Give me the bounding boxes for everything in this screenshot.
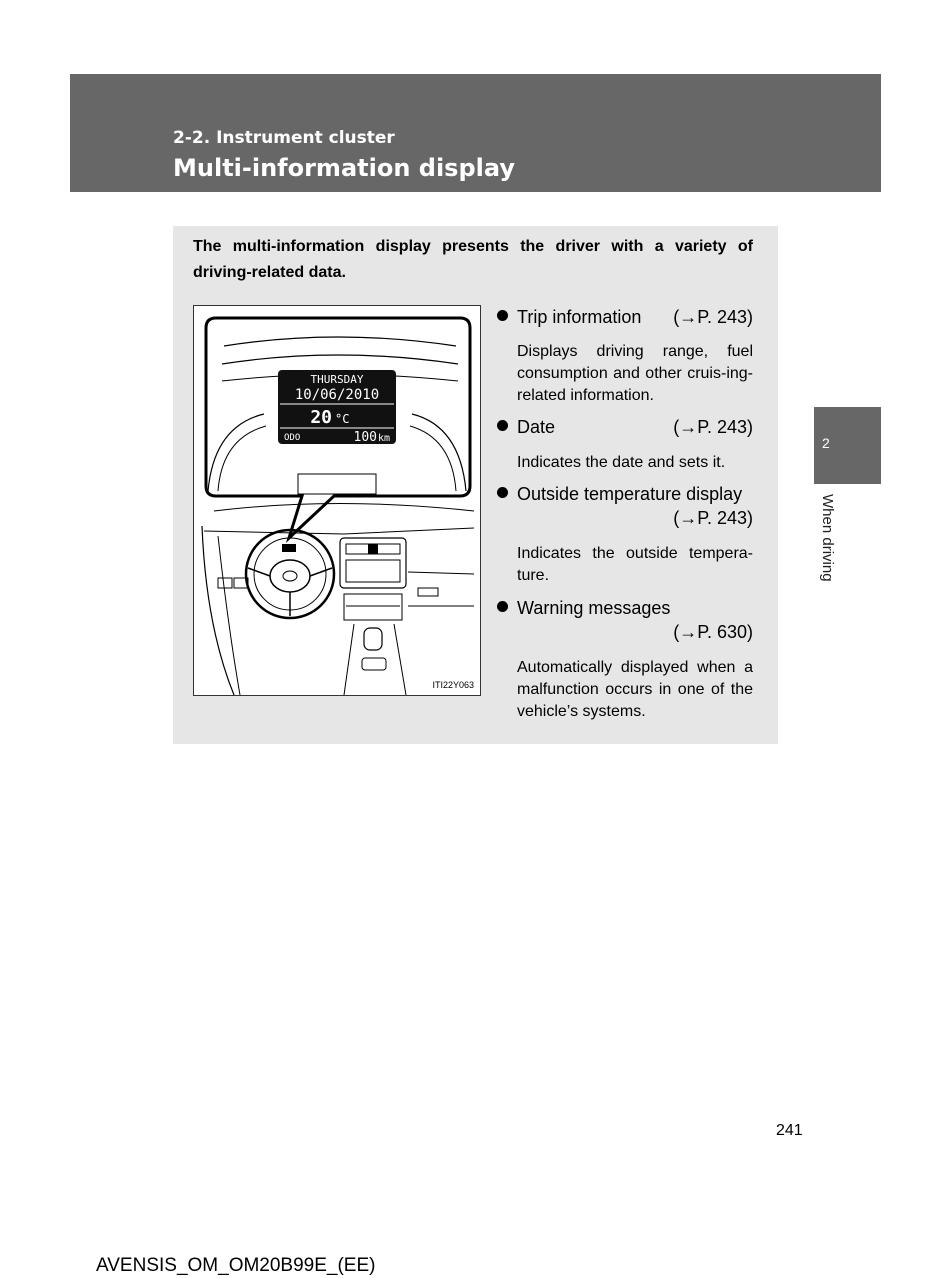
item-description: Indicates the date and sets it. — [517, 454, 726, 471]
list-item-warning-messages — [497, 596, 753, 644]
page-title: Multi-information display — [173, 154, 515, 182]
content-box — [173, 226, 778, 744]
page-number: 241 — [776, 1122, 803, 1139]
display-day: THURSDAY — [310, 373, 364, 386]
item-description: Indicates the outside tempera-ture. — [517, 545, 753, 584]
display-date: 10/06/2010 — [294, 387, 380, 403]
display-odo-label: ODO — [284, 433, 301, 443]
bullet-icon — [497, 601, 508, 612]
dashboard-illustration — [193, 305, 481, 696]
list-item-outside-temperature — [497, 482, 753, 530]
bullet-icon — [497, 310, 508, 321]
display-temp: 20 — [310, 407, 332, 428]
intro-text: The multi-information display presents the driver with a variety of driving-related data. — [193, 238, 753, 281]
section-label: 2-2. Instrument cluster — [173, 128, 395, 148]
section-header — [70, 74, 881, 192]
item-description: Automatically displayed when a malfunction occurs in one of the vehicle’s systems. — [517, 659, 753, 720]
display-odo-unit: km — [378, 433, 391, 444]
display-temp-unit: °C — [335, 412, 350, 426]
page-reference-link[interactable]: (→P. 630) — [673, 622, 753, 642]
chapter-tab[interactable] — [814, 407, 881, 484]
list-item-trip-information — [497, 305, 753, 329]
figure-code: ITI22Y063 — [432, 680, 474, 690]
item-description: Displays driving range, fuel consumption and other cruis-ing-related information. — [517, 343, 753, 404]
page-reference-link[interactable]: (→P. 243) — [673, 417, 753, 437]
document-footer: AVENSIS_OM_OM20B99E_(EE) — [96, 1255, 376, 1276]
page-reference-link[interactable]: (→P. 243) — [673, 307, 753, 327]
item-label: Warning messages — [517, 598, 671, 618]
item-label: Trip information — [517, 307, 642, 327]
list-item-date — [497, 415, 753, 439]
item-label: Outside temperature display — [517, 484, 743, 504]
display-odo-value: 100 — [353, 430, 377, 445]
chapter-number: 2 — [822, 435, 830, 451]
page-reference-link[interactable]: (→P. 243) — [673, 508, 753, 528]
item-label: Date — [517, 417, 556, 437]
chapter-label: When driving — [819, 494, 836, 582]
bullet-icon — [497, 420, 508, 431]
bullet-icon — [497, 487, 508, 498]
